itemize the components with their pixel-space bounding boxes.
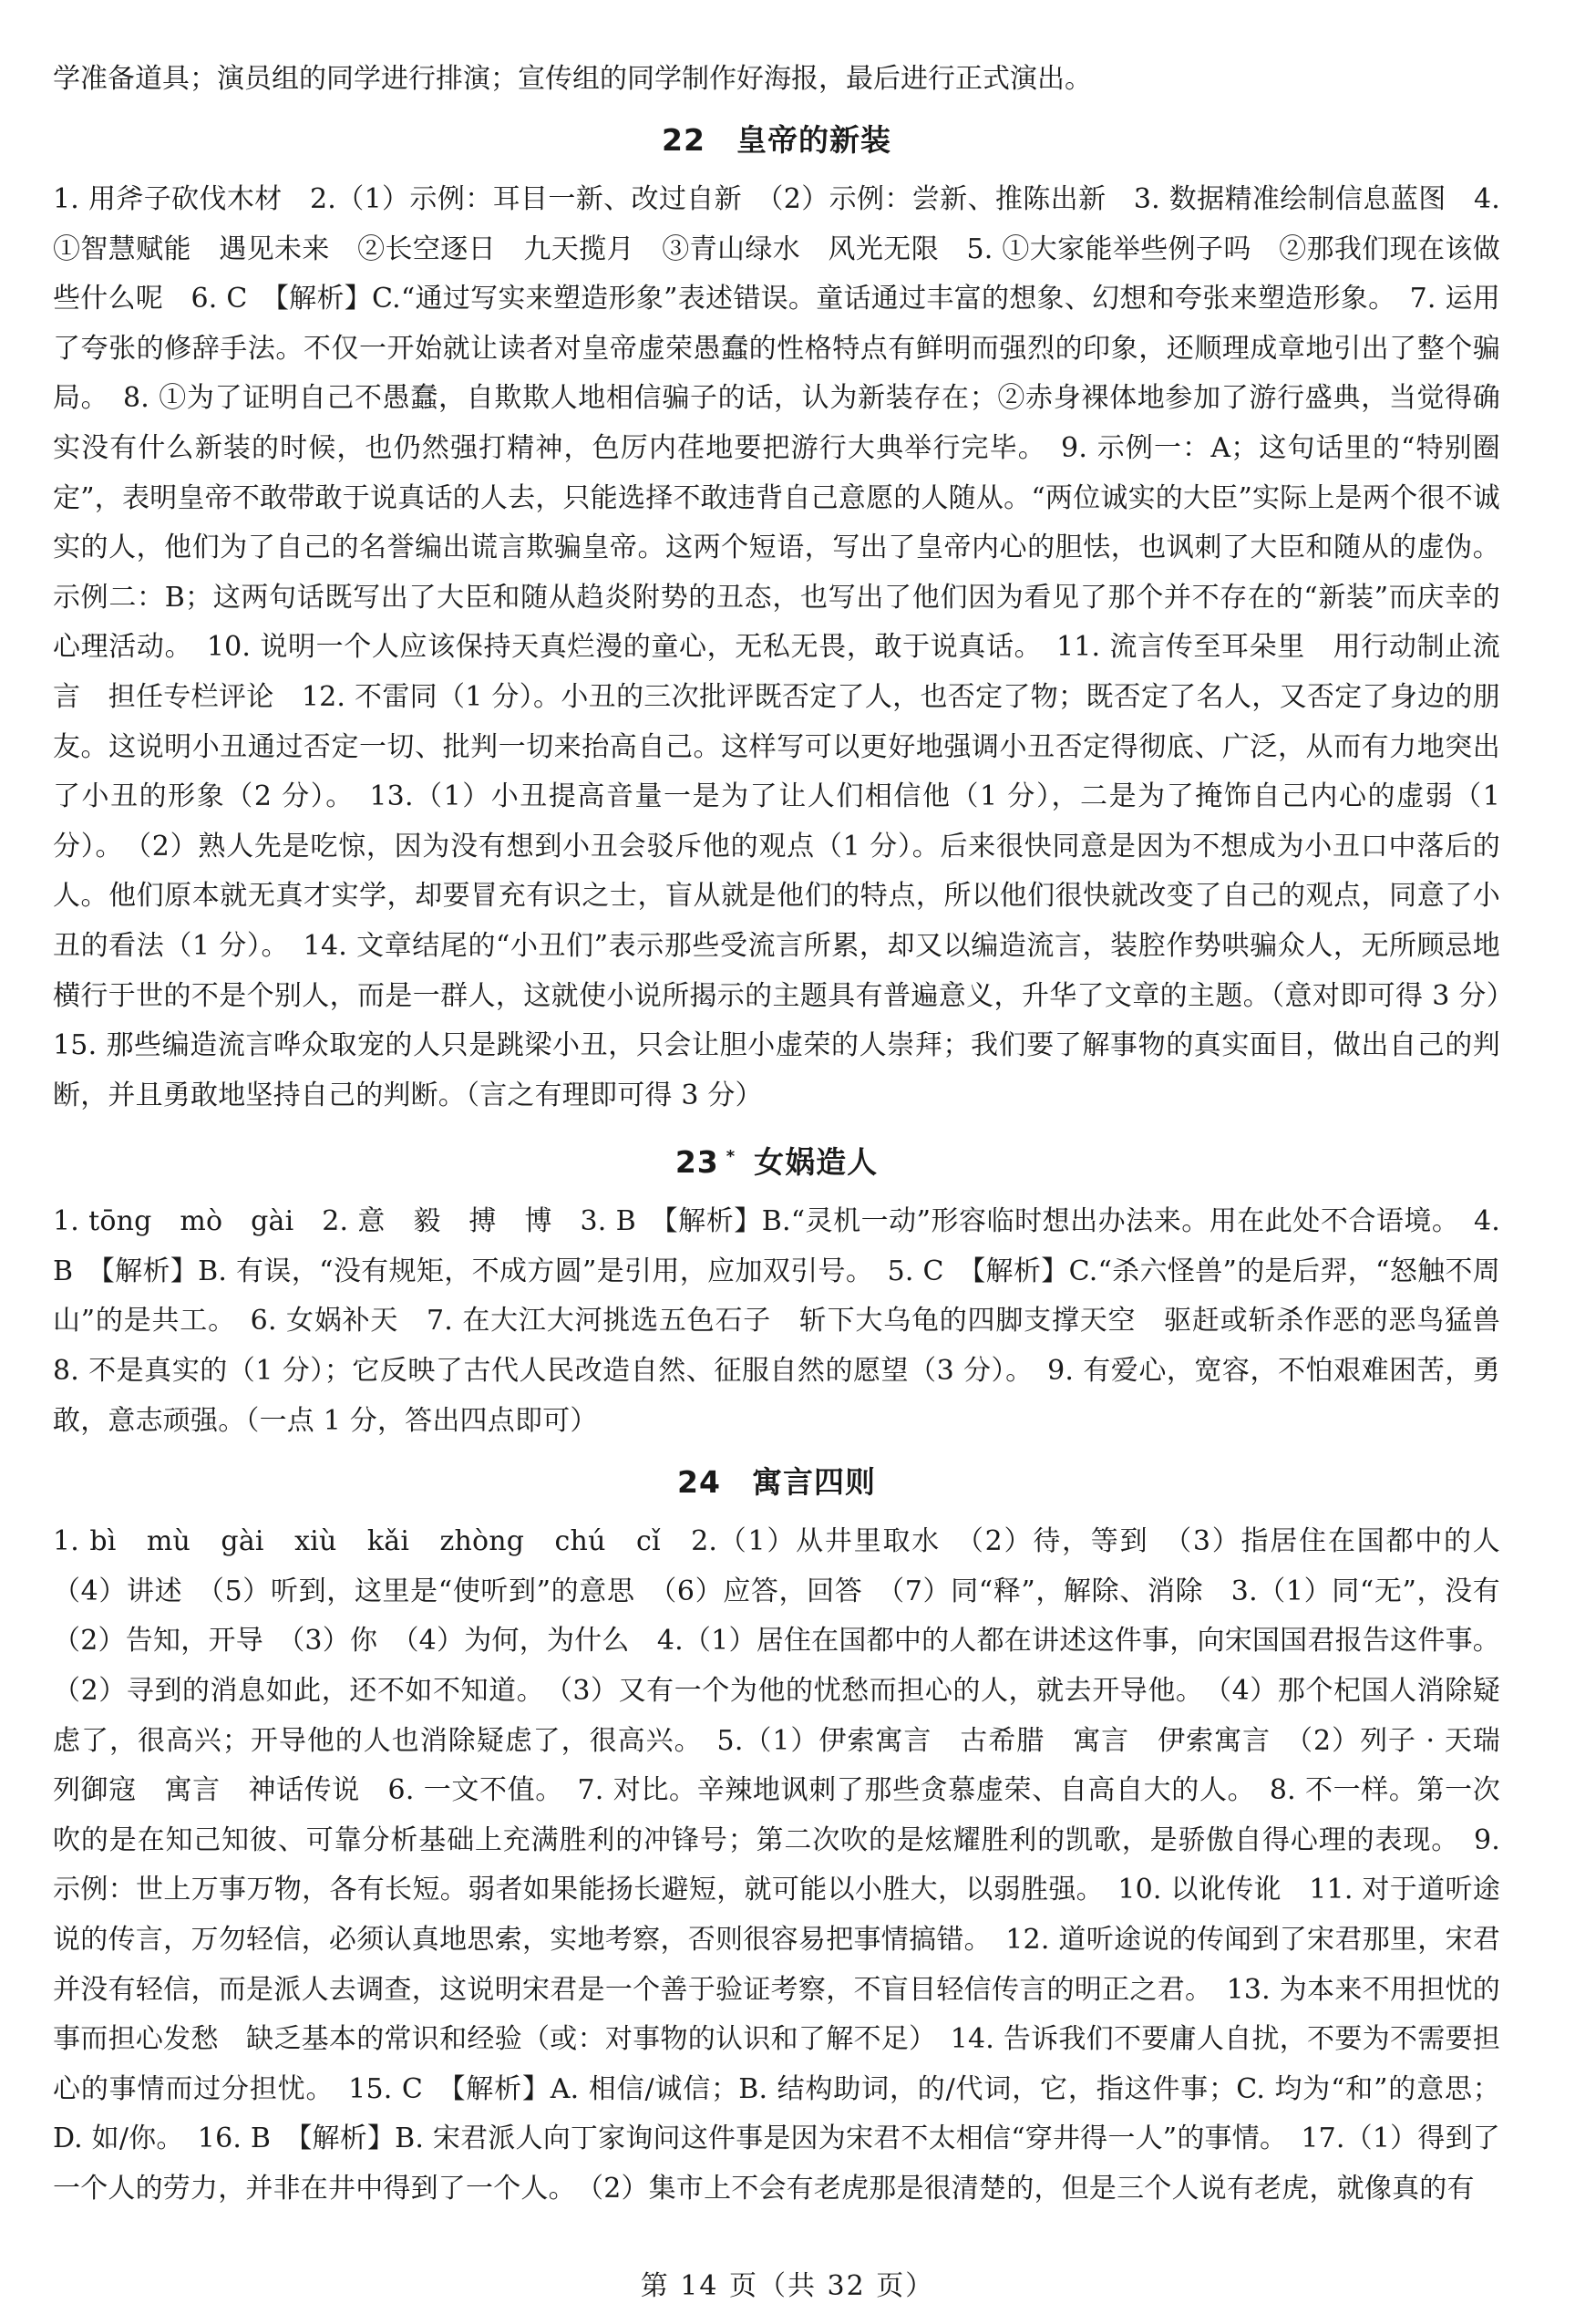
section-title-text: 寓言四则 — [751, 1464, 876, 1501]
lead-paragraph: 学准备道具；演员组的同学进行排演；宣传组的同学制作好海报，最后进行正式演出。 — [53, 63, 1092, 95]
section-number: 24 — [677, 1464, 721, 1501]
answer-page — [53, 55, 1529, 2215]
section-title-text: 皇帝的新装 — [736, 122, 891, 158]
section-body-22: 1. 用斧子砍伐木材 2.（1）示例：耳目一新、改过自新 （2）示例：尝新、推陈出新 3. 数据精准绘制信息蓝图 4. ①智慧赋能 遇见未来 ②长空逐日 九天揽月 ③青山绿水 风光无限 5. ①大家能举些例子吗 ②那我们现在该做些什么呢 6. C 【解析】C.“通过写实来塑造形象”表述错误。童话通过丰富的想象、幻想和夸张来塑造形象。 7. 运用了夸张的修辞手法。不仅一开始就让读者对皇帝虚荣愚蠢的性格特点有鲜明而强烈的印象，还顺理成章地引出了整个骗局。 8. ①为了证明自己不愚蠢，自欺欺人地相信骗子的话，认为新装存在；②赤身裸体地参加了游行盛典，当觉得确实没有什么新装的时候，也仍然强打精神，色厉内荏地要把游行大典举行完毕。 9. 示例一：A；这句话里的“特别圈定”，表明皇帝不敢带敢于说真话的人去，只能选择不敢违背自己意愿的人随从。“两位诚实的大臣”实际上是两个很不诚实的人，他们为了自己的名誉编出谎言欺骗皇帝。这两个短语，写出了皇帝内心的胆怯，也讽刺了大臣和随从的虚伪。示例二：B；这两句话既写出了大臣和随从趋炎附势的丑态，也写出了他们因为看见了那个并不存在的“新装”而庆幸的心理活动。 10. 说明一个人应该保持天真烂漫的童心，无私无畏，敢于说真话。 11. 流言传至耳朵里 用行动制止流言 担任专栏评论 12. 不雷同（1 分）。小丑的三次批评既否定了人，也否定了物；既否定了名人，又否定了身边的朋友。这说明小丑通过否定一切、批判一切来抬高自己。这样写可以更好地强调小丑否定得彻底、广泛，从而有力地突出了小丑的形象（2 分）。 13.（1）小丑提高音量一是为了让人们相信他（1 分），二是为了掩饰自己内心的虚弱（1 分）。 （2）熟人先是吃惊，因为没有想到小丑会驳斥他的观点（1 分）。后来很快同意是因为不想成为小丑口中落后的人。他们原本就无真才实学，却要冒充有识之士，盲从就是他们的特点，所以他们很快就改变了自己的观点，同意了小丑的看法（1 分）。 14. 文章结尾的“小丑们”表示那些受流言所累，却又以编造流言，装腔作势哄骗众人，无所顾忌地横行于世的不是个别人，而是一群人，这就使小说所揭示的主题具有普遍意义，升华了文章的主题。（意对即可得 3 分） 15. 那些编造流言哗众取宠的人只是跳梁小丑，只会让胆小虚荣的人崇拜；我们要了解事物的真实面目，做出自己的判断，并且勇敢地坚持自己的判断。（言之有理即可得 3 分） — [53, 183, 1529, 1111]
section-body-23: 1. tōng mò gài 2. 意 毅 搏 博 3. B 【解析】B.“灵机一动”形容临时想出办法来。用在此处不合语境。 4. B 【解析】B. 有误，“没有规矩，不成方圆”是引用，应加双引号。 5. C 【解析】C.“杀六怪兽”的是后羿，“怒触不周山”的是共工。 6. 女娲补天 7. 在大江大河挑选五色石子 斩下大乌龟的四脚支撑天空 驱赶或斩杀作恶的恶鸟猛兽 8. 不是真实的（1 分）；它反映了古代人民改造自然、征服自然的愿望（3 分）。 9. 有爱心，宽容，不怕艰难困苦，勇敢，意志顽强。（一点 1 分，答出四点即可） — [53, 1205, 1529, 1437]
section-title-24 — [53, 1455, 1500, 1510]
section-title-text: 女娲造人 — [754, 1144, 879, 1181]
section-title-23 — [53, 1130, 1500, 1190]
section-number: 23 — [674, 1144, 719, 1181]
section-number: 22 — [662, 122, 705, 158]
page-footer: 第 14 页（共 32 页） — [640, 2270, 935, 2302]
section-body-24: 1. bì mù gài xiù kǎi zhòng chú cǐ 2.（1）从井里取水 （2）待，等到 （3）指居住在国都中的人 （4）讲述 （5）听到，这里是“使听到”的意思 （6）应答，回答 （7）同“释”，解除、消除 3.（1）同“无”，没有 （2）告知，开导 （3）你 （4）为何，为什么 4.（1）居住在国都中的人都在讲述这件事，向宋国国君报告这件事。（2）寻到的消息如此，还不如不知道。 （3）又有一个为他的忧愁而担心的人，就去开导他。 （4）那个杞国人消除疑虑了，很高兴；开导他的人也消除疑虑了，很高兴。 5.（1）伊索寓言 古希腊 寓言 伊索寓言 （2）列子 · 天瑞 列御寇 寓言 神话传说 6. 一文不值。 7. 对比。辛辣地讽刺了那些贪慕虚荣、自高自大的人。 8. 不一样。第一次吹的是在知己知彼、可靠分析基础上充满胜利的冲锋号；第二次吹的是炫耀胜利的凯歌，是骄傲自得心理的表现。 9. 示例：世上万事万物，各有长短。弱者如果能扬长避短，就可能以小胜大，以弱胜强。 10. 以讹传讹 11. 对于道听途说的传言，万勿轻信，必须认真地思索，实地考察，否则很容易把事情搞错。 12. 道听途说的传闻到了宋君那里，宋君并没有轻信，而是派人去调查，这说明宋君是一个善于验证考察，不盲目轻信传言的明正之君。 13. 为本来不用担忧的事而担心发愁 缺乏基本的常识和经验（或：对事物的认识和了解不足） 14. 告诉我们不要庸人自扰，不要为不需要担心的事情而过分担忧。 15. C 【解析】A. 相信/诚信；B. 结构助词，的/代词，它，指这件事；C. 均为“和”的意思；D. 如/你。 16. B 【解析】B. 宋君派人向丁家询问这件事是因为宋君不太相信“穿井得一人”的事情。 17.（1）得到了一个人的劳力，并非在井中得到了一个人。 （2）集市上不会有老虎那是很清楚的，但是三个人说有老虎，就像真的有 — [53, 1525, 1529, 2205]
section-title-22 — [53, 113, 1500, 168]
section-mark: * — [726, 1147, 736, 1167]
